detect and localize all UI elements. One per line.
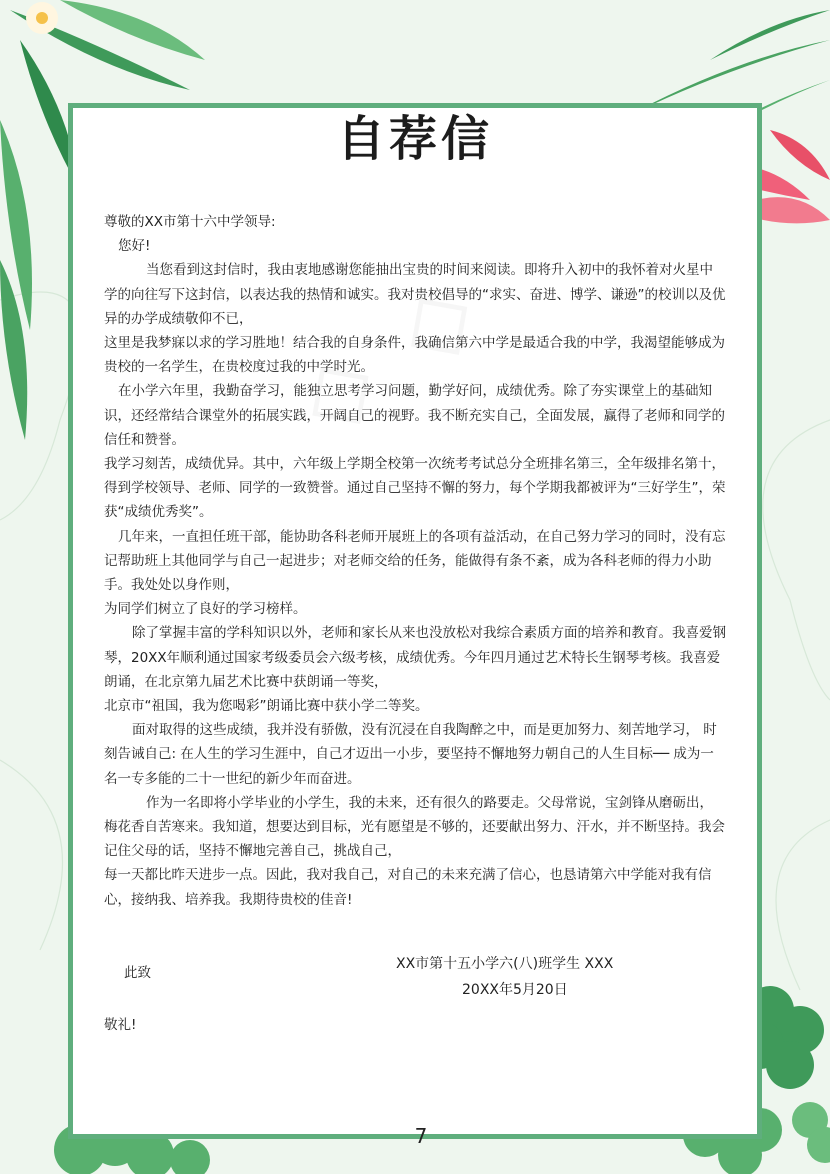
greeting: 您好!	[118, 238, 151, 255]
paragraph: 作为一名即将小学毕业的小学生，我的未来，还有很久的路要走。父母常说，宝剑锋从磨砺出，梅花香自苦寒来。我知道，想要达到目标，光有愿望是不够的，还要献出努力、汗水，并不断坚持。我会记住父母的话，坚持不懈地完善自己，挑战自己，	[104, 794, 725, 860]
signature-block	[396, 951, 613, 1003]
page-number: 7	[414, 1124, 428, 1148]
paragraph: 我学习刻苦，成绩优异。其中，六年级上学期全校第一次统考考试总分全班排名第三，全年级排名第十，得到学校领导、老师、同学的一致赞誉。通过自己坚持不懈的努力，每个学期我都被评为“三好学生”，荣获“成绩优秀奖”。	[104, 456, 726, 521]
paragraph: 除了掌握丰富的学科知识以外，老师和家长从来也没放松对我综合素质方面的培养和教育。我喜爱钢琴，20XX年顺利通过国家考级委员会六级考核，成绩优秀。今年四月通过艺术特长生钢琴考核。我喜爱朗诵，在北京第九届艺术比赛中获朗诵一等奖，	[104, 625, 726, 690]
date: 20XX年5月20日	[462, 982, 568, 998]
regards: 敬礼!	[104, 1017, 137, 1033]
paragraph: 这里是我梦寐以求的学习胜地！结合我的自身条件，我确信第六中学是最适合我的中学，我渴望能够成为贵校的一名学生，在贵校度过我的中学时光。	[104, 335, 725, 376]
paragraph: 几年来，一直担任班干部，能协助各科老师开展班上的各项有益活动，在自己努力学习的同时，没有忘记帮助班上其他同学与自己一起进步；对老师交给的任务，能做得有条不紊，成为各科老师的得力小助手。我处处以身作则，	[104, 528, 726, 594]
closing: 此致	[124, 965, 151, 981]
paragraph: 北京市“祖国，我为您喝彩”朗诵比赛中获小学二等奖。	[104, 698, 429, 715]
signature: XX市第十五小学六(八)班学生 XXX	[396, 956, 614, 972]
page-title: 自荐信	[336, 111, 493, 167]
letter-body	[104, 210, 726, 912]
paragraph: 面对取得的这些成绩，我并没有骄傲，没有沉浸在自我陶醉之中，而是更加努力、刻苦地学习， 时刻告诫自己: 在人生的学习生涯中，自己才迈出一小步，要坚持不懈地努力朝自己的人生目标── 成为一名一专多能的二十一世纪的新少年而奋进。	[104, 722, 717, 787]
paragraph: 在小学六年里，我勤奋学习，能独立思考学习问题，勤学好问，成绩优秀。除了夯实课堂上的基础知识，还经常结合课堂外的拓展实践，开阔自己的视野。我不断充实自己，全面发展，赢得了老师和同学的信任和赞誉。	[104, 383, 725, 448]
paragraph: 为同学们树立了良好的学习榜样。	[104, 601, 307, 618]
salutation: 尊敬的XX市第十六中学领导:	[104, 214, 276, 230]
paragraph: 当您看到这封信时，我由衷地感谢您能抽出宝贵的时间来阅读。即将升入初中的我怀着对火星中学的向往写下这封信，以表达我的热情和诚实。我对贵校倡导的“求实、奋进、博学、谦逊”的校训以及优异的办学成绩敬仰不已，	[104, 262, 726, 327]
paragraph: 每一天都比昨天进步一点。因此，我对我自己，对自己的未来充满了信心，也恳请第六中学能对我有信心，接纳我、培养我。我期待贵校的佳音!	[104, 867, 712, 908]
